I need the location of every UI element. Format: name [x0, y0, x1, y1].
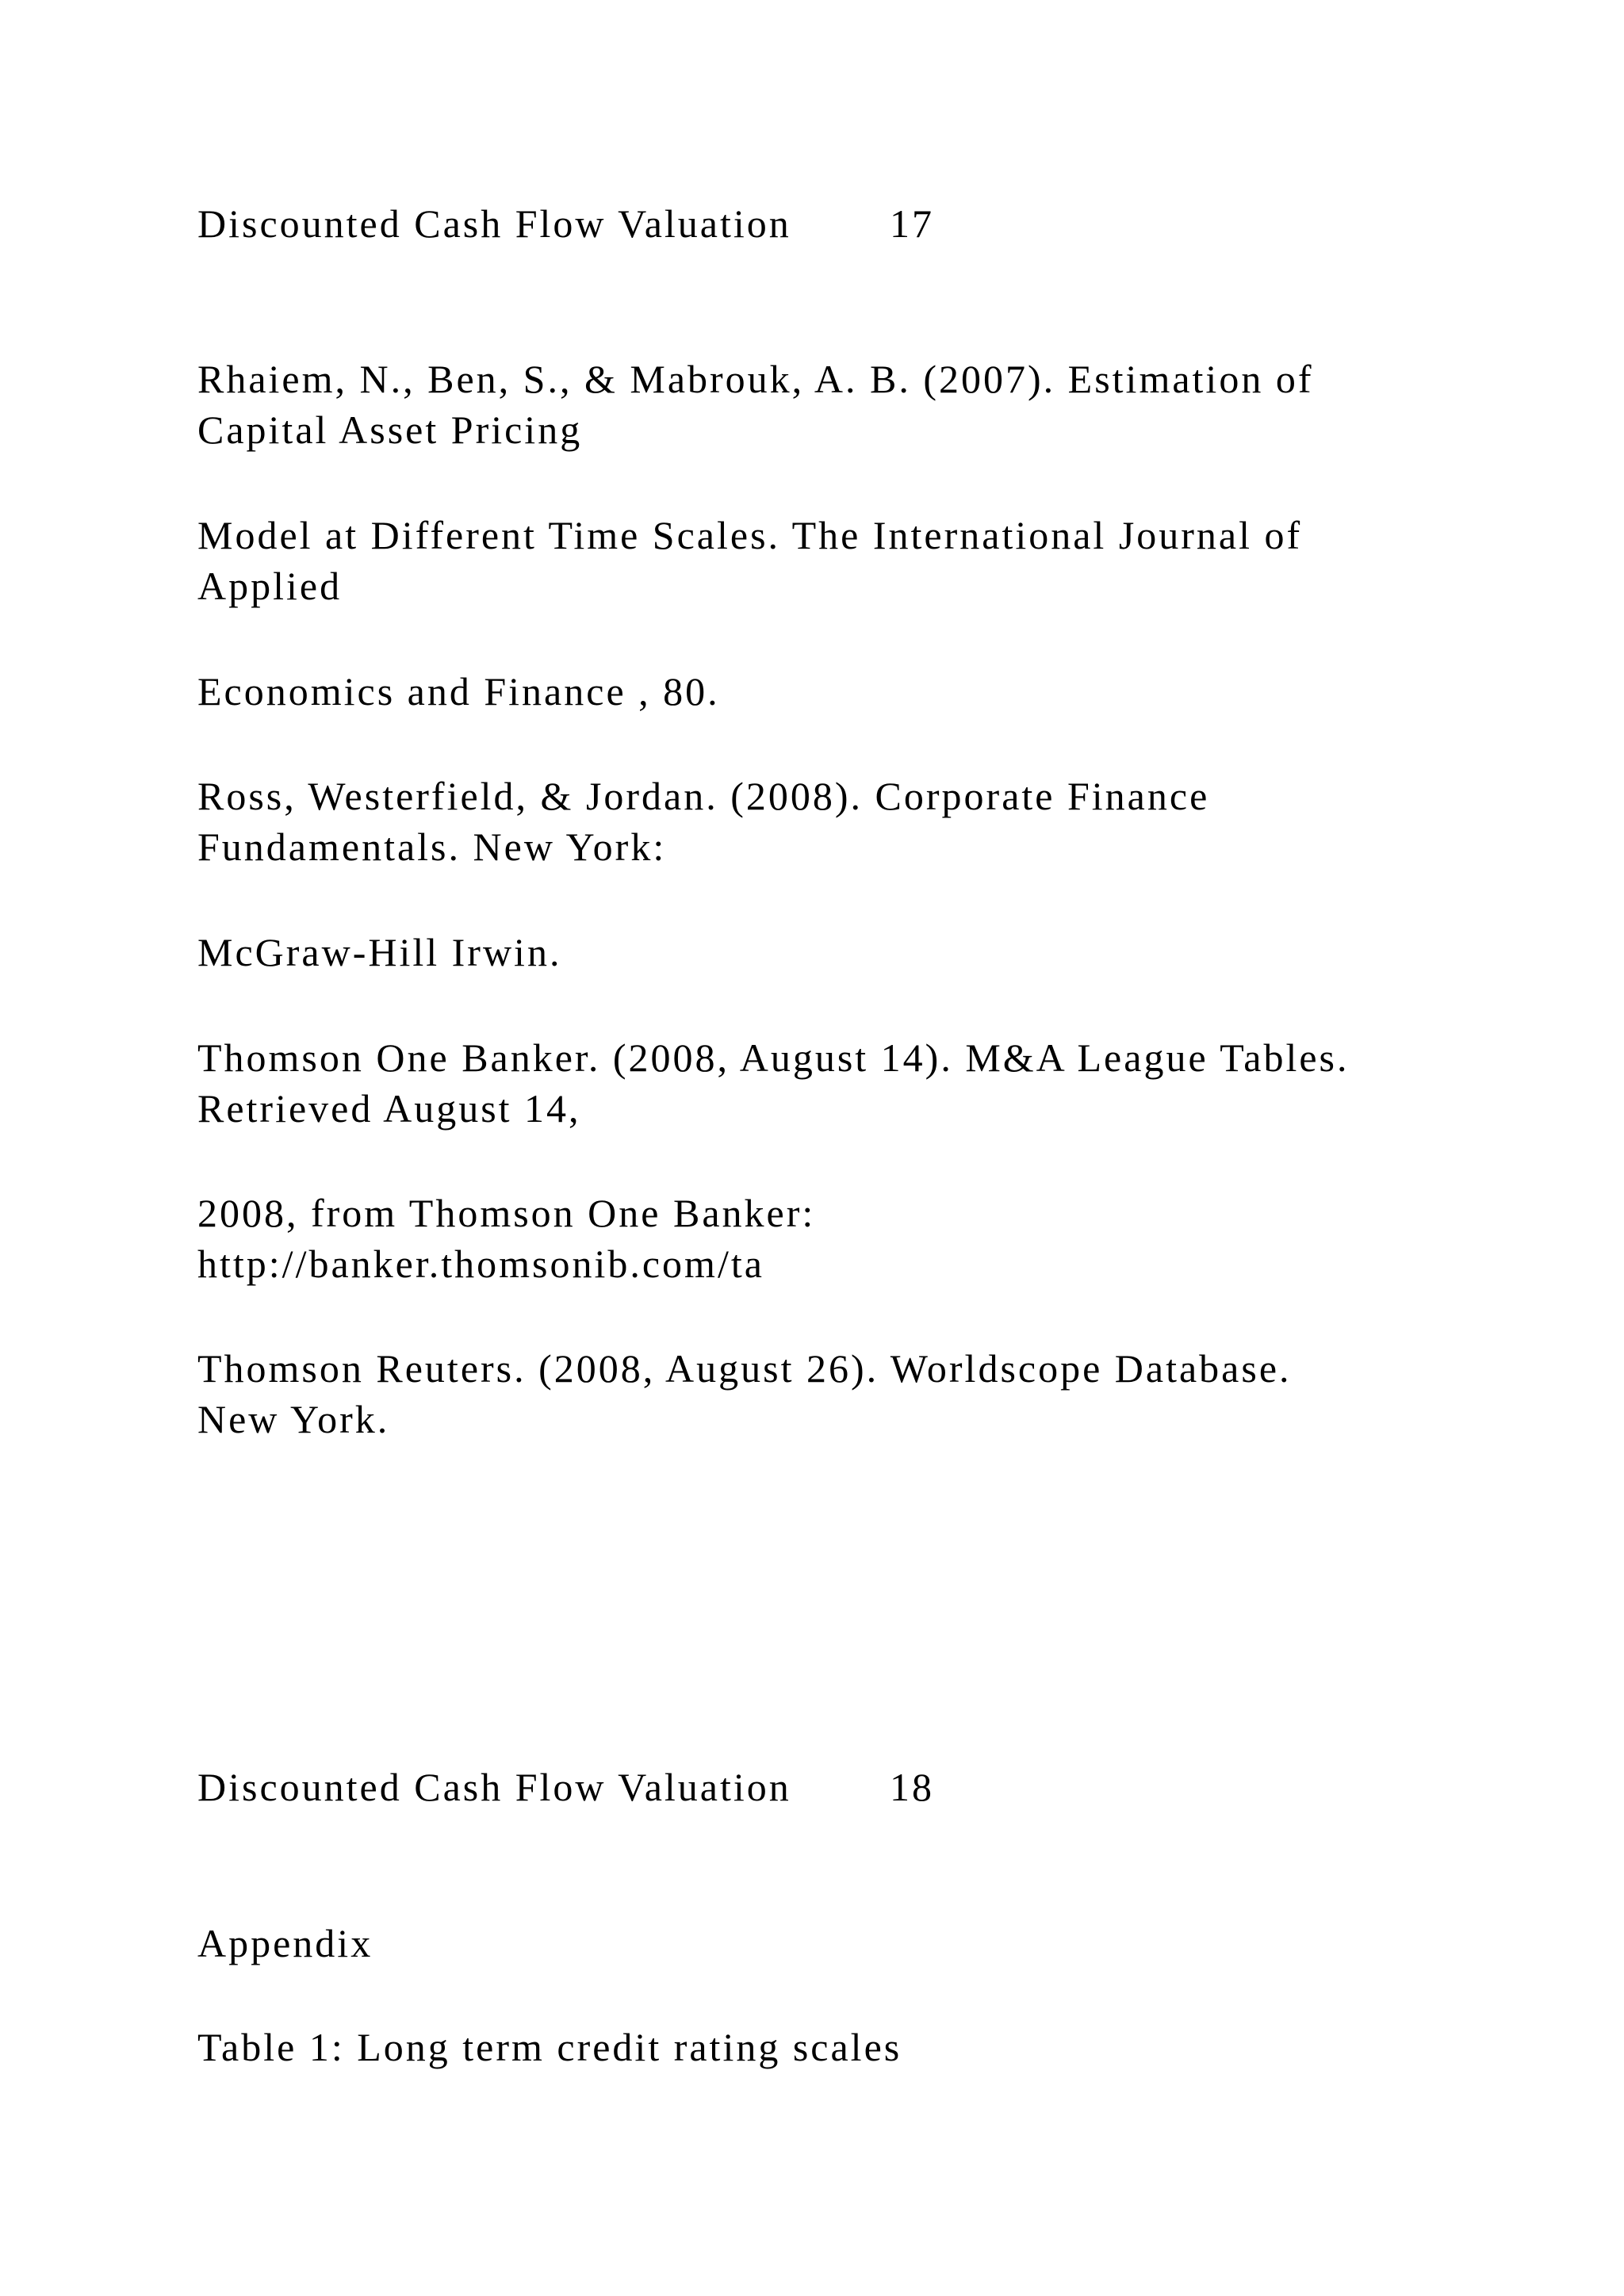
running-head-title: Discounted Cash Flow Valuation	[197, 1765, 791, 1809]
reference-line: Retrieved August 14,	[197, 1086, 581, 1131]
table-caption: Table 1: Long term credit rating scales	[197, 2025, 902, 2069]
section-title: Appendix	[197, 1921, 373, 1965]
reference-line: New York.	[197, 1397, 390, 1441]
reference-line: Model at Different Time Scales. The International Journal of	[197, 513, 1303, 557]
reference-line: McGraw-Hill Irwin.	[197, 930, 562, 974]
reference-line: Fundamentals. New York:	[197, 825, 667, 869]
reference-line: Capital Asset Pricing	[197, 408, 583, 452]
reference-line: Ross, Westerfield, & Jordan. (2008). Corporate Finance	[197, 774, 1210, 818]
reference-line: Thomson One Banker. (2008, August 14). M&A League Tables.	[197, 1035, 1350, 1080]
running-head-title: Discounted Cash Flow Valuation	[197, 201, 791, 246]
reference-line: Economics and Finance , 80.	[197, 669, 720, 714]
reference-line: Rhaiem, N., Ben, S., & Mabrouk, A. B. (2007). Estimation of	[197, 357, 1314, 401]
reference-line: Thomson Reuters. (2008, August 26). Worldscope Database.	[197, 1346, 1292, 1391]
page-number: 17	[890, 201, 934, 246]
page-number: 18	[890, 1765, 934, 1809]
reference-line: Applied	[197, 564, 343, 608]
reference-line: 2008, from Thomson One Banker:	[197, 1191, 816, 1235]
reference-url: http://banker.thomsonib.com/ta	[197, 1242, 764, 1286]
